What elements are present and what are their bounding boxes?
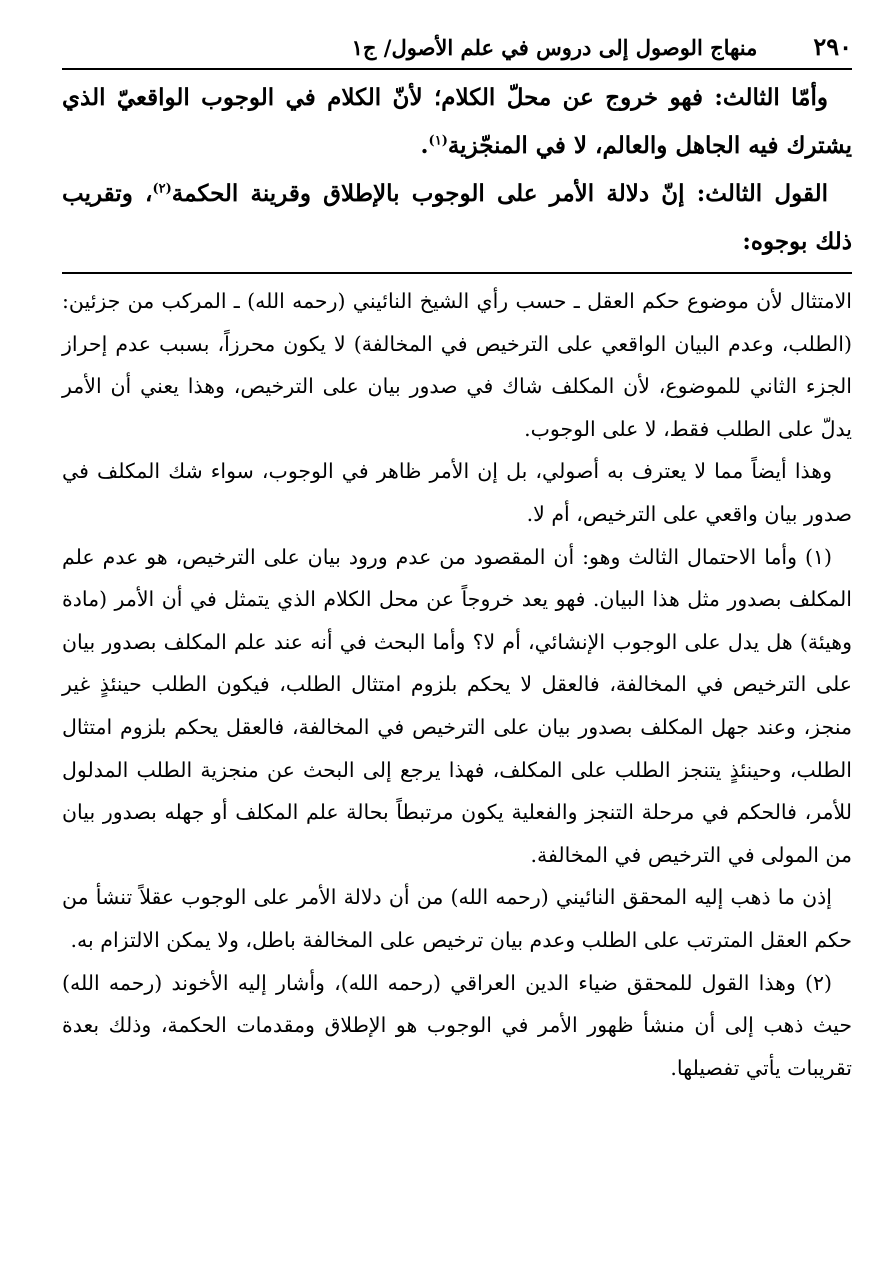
page-header — [62, 32, 852, 68]
footnote-paragraph: وهذا أيضاً مما لا يعترف به أصولي، بل إن الأمر ظاهر في الوجوب، سواء شك المكلف في صدور بيان واقعي على الترخيص، أم لا. — [62, 459, 852, 526]
main-paragraph — [62, 74, 852, 170]
running-title: منهاج الوصول إلى دروس في علم الأصول/ ج١ — [351, 35, 758, 60]
main-paragraph-end: ، وتقريب ذلك بوجوه: — [62, 180, 852, 255]
main-text — [62, 74, 852, 266]
main-paragraph-text: القول الثالث: إنّ دلالة الأمر على الوجوب بالإطلاق وقرينة الحكمة — [171, 180, 828, 207]
main-paragraph — [62, 170, 852, 266]
main-paragraph-end: . — [420, 132, 429, 159]
footnote-ref: (٢) — [152, 181, 172, 197]
header-rule — [62, 68, 852, 70]
footnote-2: (٢) وهذا القول للمحقق ضياء الدين العراقي (رحمه الله)، وأشار إليه الأخوند (رحمه الله) حيث ذهب إلى أن منشأ ظهور الأمر في الوجوب هو الإطلاق ومقدمات الحكمة، وذلك بعدة تقريبات يأتي تفصيلها. — [62, 970, 852, 1080]
footnotes — [62, 280, 852, 1089]
page-number: ٢٩٠ — [813, 32, 852, 61]
footnote-continuation: الامتثال لأن موضوع حكم العقل ـ حسب رأي الشيخ النائيني (رحمه الله) ـ المركب من جزئين: (الطلب، وعدم البيان الواقعي على الترخيص في المخالفة) لا يكون محرزاً، بسبب عدم إحراز الجزء الثاني للموضوع، لأن المكلف شاك في صدور بيان على الترخيص، وهذا يعني أن الأمر يدلّ على الطلب فقط، لا على الوجوب. — [62, 289, 852, 441]
book-page — [62, 32, 852, 1089]
main-paragraph-text: وأمّا الثالث: فهو خروج عن محلّ الكلام؛ لأنّ الكلام في الوجوب الواقعيّ الذي يشترك فيه الجاهل والعالم، لا في المنجّزية — [62, 84, 852, 159]
footnote-rule — [62, 272, 852, 274]
footnote-1: (١) وأما الاحتمال الثالث وهو: أن المقصود من عدم ورود بيان على الترخيص، هو عدم علم المكلف بصدور مثل هذا البيان. فهو يعد خروجاً عن محل الكلام الذي يتمثل في أن الأمر (مادة وهيئة) هل يدل على الوجوب الإنشائي، أم لا؟ وأما البحث في أنه عند علم المكلف بصدور بيان على الترخيص في المخالفة، فالعقل لا يحكم بلزوم امتثال الطلب، فيكون الطلب حينئذٍ غير منجز، وعند جهل المكلف بصدور بيان على الترخيص في المخالفة، فالعقل يحكم بلزوم امتثال الطلب، وحينئذٍ يتنجز الطلب على المكلف، فهذا يرجع إلى البحث عن منجزية الطلب المدلول للأمر، فالحكم في مرحلة التنجز والفعلية يكون مرتبطاً بحالة علم المكلف أو جهله بصدور بيان من المولى في الترخيص في المخالفة. — [62, 544, 852, 867]
footnote-paragraph: إذن ما ذهب إليه المحقق النائيني (رحمه الله) من أن دلالة الأمر على الوجوب عقلاً تنشأ من حكم العقل المترتب على الطلب وعدم بيان ترخيص على المخالفة باطل، ولا يمكن الالتزام به. — [62, 885, 852, 952]
footnote-ref: (١) — [428, 133, 448, 149]
